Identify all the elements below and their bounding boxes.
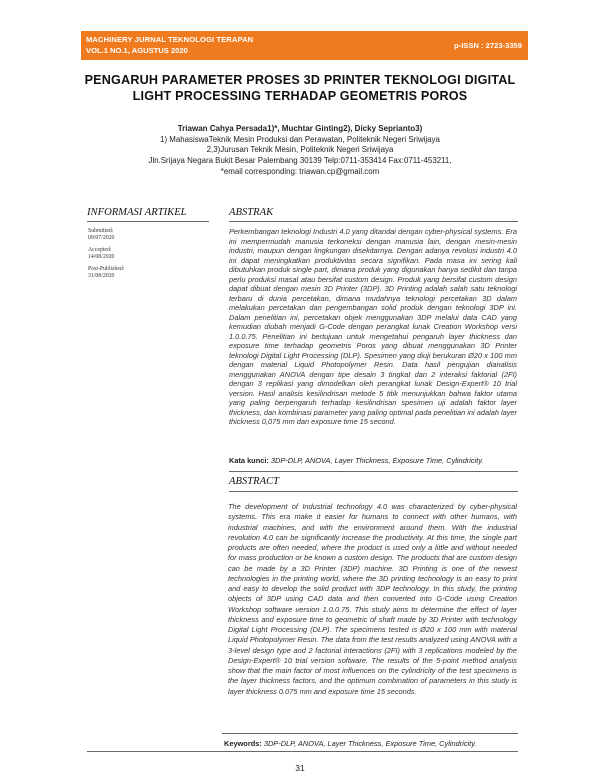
keywords-text: 3DP-DLP, ANOVA, Layer Thickness, Exposure Time, Cylindricity. [263,739,477,748]
author-list: Triawan Cahya Persada1)*, Muchtar Ginting2), Dicky Seprianto3) [177,124,423,133]
abstract-top-divider [229,471,518,472]
kata-kunci-label: Kata kunci: [229,456,269,465]
info-divider [87,221,209,222]
corresponding-email: *email corresponding: triawan.cp@gmail.com [220,167,380,176]
kata-kunci [229,456,483,465]
abstract-body: The development of Industrial technology 4.0 was characterized by cyber-physical systems. This era make it easier for humans to connect with other humans, with industrial machines, and with the environment around them. With the industrial revolution 4.0 can be significantly increase the productivity. At this time, the single part products are often needed, where the product is used only a little and without needed for mass production or be known a custom design. The products that are custom design can be made by a 3D Printer (3DP) machine. 3D Printing is one of the newest technologies in the printing world, where the 3D printing technology is an easy to print and easy to develop the solid product with 3DP technology. In this study, the printing objects of 3DP using CAD data and then converted into G-Code using Creation Workshop software version 1.0.0.75. This study aims to determine the effect of layer thickness and exposure time to geometric of shaft made by 3D Printer with technology Digital Light Processing (DLP). The specimens tested is Ø20 x 100 mm with material Liquid Photopolymer Resin. The data from the test results analyzed using ANOVA with a 3-level design type and 2 factorial interactions (2FI) with 3 replications modeled by the Design-Expert® 10 trial version software. The results of the 5-point method analysis show that the main factor of most influences on the cylindricity of the test specimens is the layer thickness factors, and the optimum combination of parameters in this study is layer thickness 0.075 mm and exposure time 15 seconds. [228,502,517,696]
journal-name: MACHINERY JURNAL TEKNOLOGI TERAPAN [86,35,254,44]
published-date: 31/08/2020 [88,273,115,279]
accepted-label: Accepted: [88,247,112,253]
paper-title [60,72,540,104]
abstrak-body: Perkembangan teknologi Industri 4.0 yang ditandai dengan cyber-physical systems. Era ini mempermudah manusia terkoneksi dengan manusia lain, dengan mesin-mesin industri, maupun dengan lingkungan disekitarnya. Dengan adanya revolusi industri 4.0 ini dapat meningkatkan produktivitas secara signifikan. Pada masa ini sering kali dibutuhkan produk single part, dimana produk yang digunakan hanya sedikit dan tanpa perlu produksi masal atau bersifat custom design. Produk yang bersifat custom design dapat dibuat dengan mesin 3D Printer (3DP). 3D Printing adalah salah satu teknologi terbaru di dunia percetakan, dimana mudahnya teknologi percetakan 3D dalam melakukan percetakan dan pengembangan solid produk dengan teknologi 3DP ini. Dalam penelitian ini, percetakan objek menggunakan 3DP melalui data CAD yang kemudian diubah menjadi G-Code dengan perangkat lunak Creation Workshop versi 1.0.0.75. Penelitian ini bertujuan untuk mengetahui pengaruh layer thickness dan exposure time terhadap geometris Poros yang dibuat menggunakan 3D Printer teknologi Digital Light Processing (DLP). Spesimen yang diuji berukuran Ø20 x 100 mm dengan material Liquid Photopolymer Resin. Data hasil pengujian dianalisis menggunakan ANOVA dengan tipe desain 3 tingkat dan 2 interaksi faktorial (2FI) dengan 3 replikasi yang dimodelkan oleh perangkat lunak Design-Expert® 10 trial version. Hasil analisis kesilindrisan metode 5 titik menunjukkan bahwa faktor utama yang paling berpengaruh terhadap kesilindrisan spesimen uji adalah faktor layer thickness, dan kombinasi parameter yang paling optimal pada penelitian ini adalah layer thickness 0,075 mm dan exposure time 15 second. [229,227,518,426]
abstrak-divider [229,221,518,222]
journal-header-band [81,31,528,60]
abstrak-heading: ABSTRAK [229,207,274,218]
published-label: Post-Published: [88,266,125,272]
kata-kunci-text: 3DP-DLP, ANOVA, Layer Thickness, Exposure Time, Cylindricity. [270,456,484,465]
abstract-divider [229,491,518,492]
submitted-label: Submitted: [88,228,114,234]
page-number: 31 [295,763,305,773]
journal-issn: p-ISSN : 2723-3359 [454,41,522,50]
accepted-date: 14/08/2020 [88,254,115,260]
title-line-1: PENGARUH PARAMETER PROSES 3D PRINTER TEKNOLOGI DIGITAL [84,73,516,87]
affiliation-address: Jln.Srijaya Negara Bukit Besar Palembang 30139 Telp:0711-353414 Fax:0711-453211, [148,156,452,165]
affiliation-1: 1) MahasiswaTeknik Mesin Produksi dan Perawatan, Politeknik Negeri Sriwijaya [160,135,440,144]
keywords-label: Keywords: [224,739,262,748]
abstract-heading: ABSTRACT [229,476,280,487]
submitted-date: 09/07/2020 [88,235,115,241]
article-dates [88,228,124,280]
info-heading: INFORMASI ARTIKEL [87,207,187,218]
affiliation-2: 2,3)Jurusan Teknik Mesin, Politeknik Negeri Sriwijaya [206,145,394,154]
keywords [224,739,476,748]
footer-divider [87,751,518,752]
title-line-2: LIGHT PROCESSING TERHADAP GEOMETRIS POROS [132,89,468,103]
keywords-top-divider [222,733,518,734]
journal-volume: VOL.1 NO.1, AGUSTUS 2020 [86,46,188,55]
